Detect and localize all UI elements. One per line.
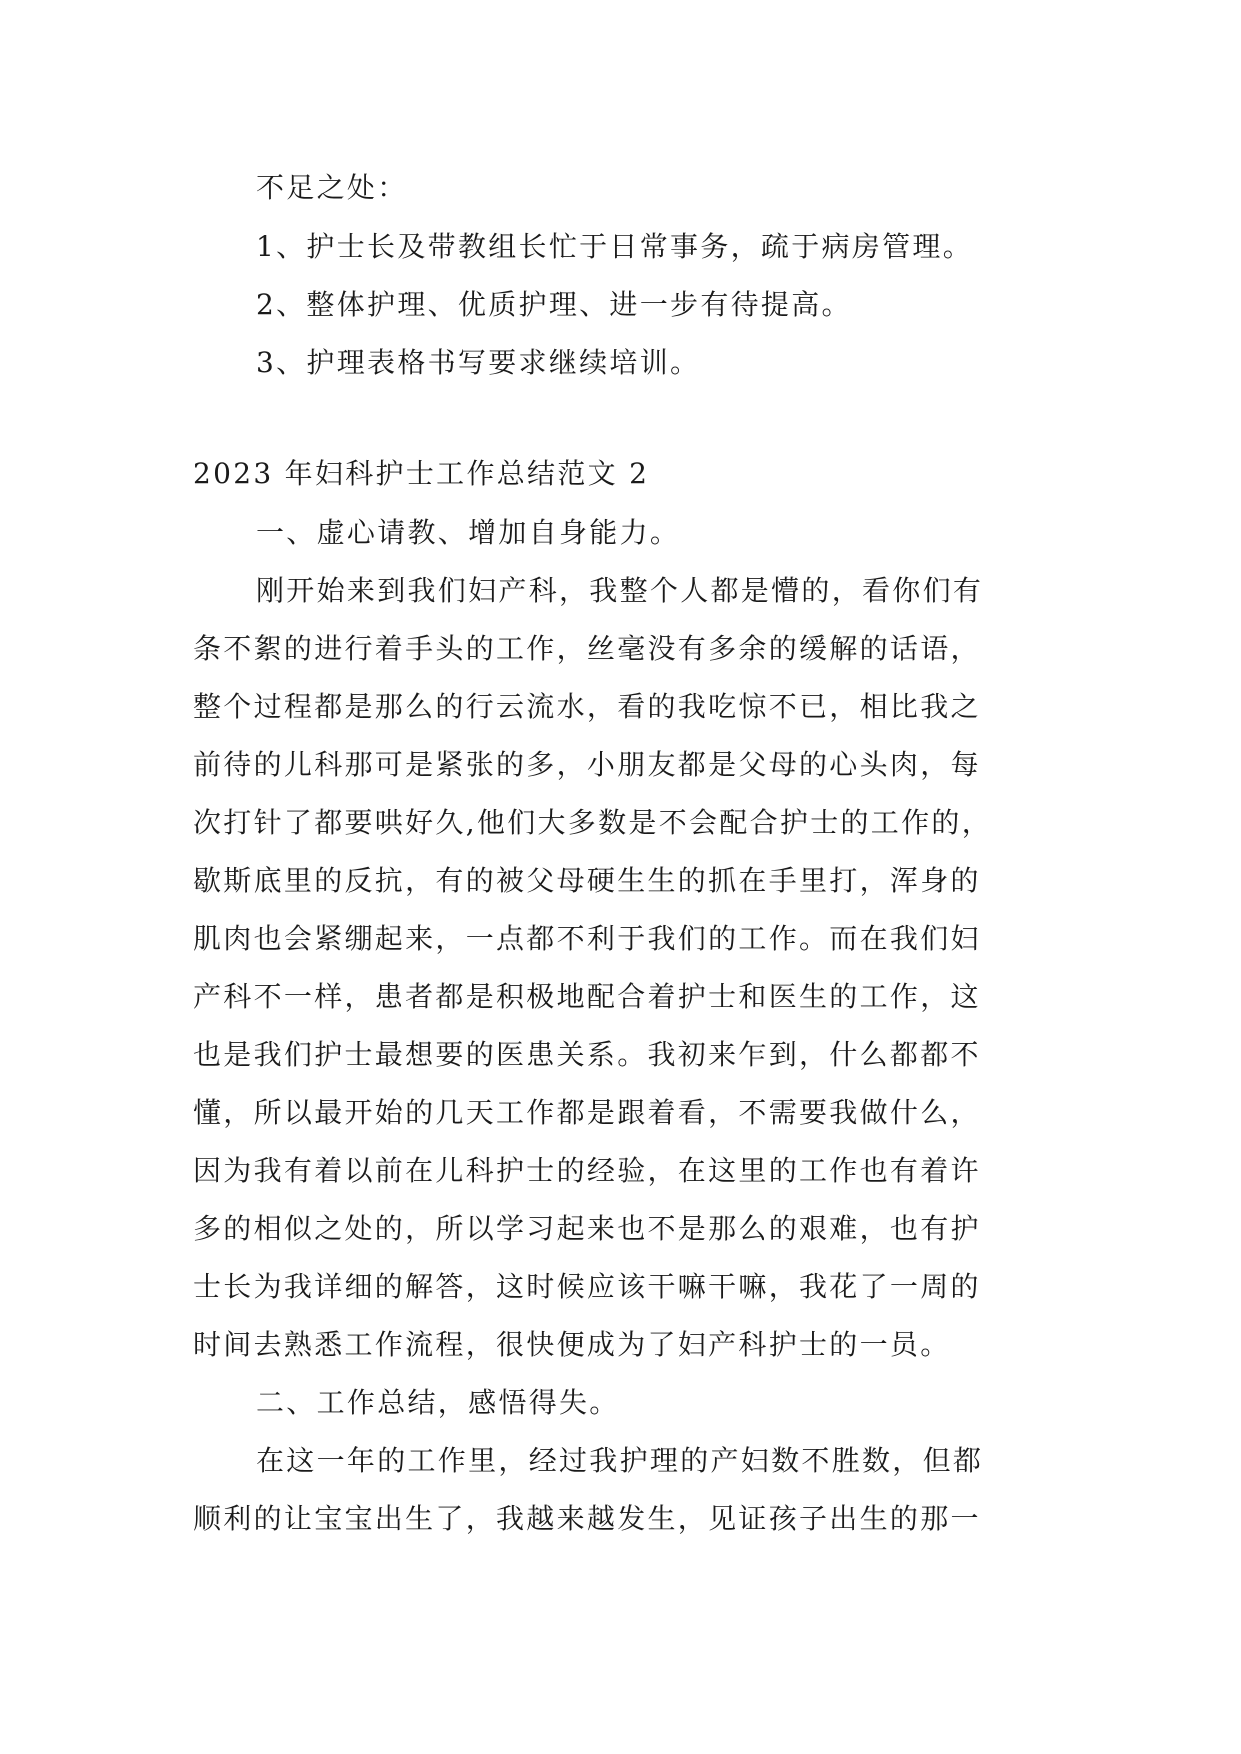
shortcoming-item-1: 1、护士长及带教组长忙于日常事务，疏于病房管理。 (256, 230, 974, 263)
article-title: 2023 年妇科护士工作总结范文 2 (193, 457, 650, 490)
part-two-heading: 二、工作总结，感悟得失。 (256, 1386, 620, 1419)
paragraph-line: 条不絮的进行着手头的工作，丝毫没有多余的缓解的话语， (193, 632, 981, 665)
paragraph-line: 因为我有着以前在儿科护士的经验，在这里的工作也有着许 (193, 1154, 981, 1187)
paragraph-line: 肌肉也会紧绷起来，一点都不利于我们的工作。而在我们妇 (193, 922, 981, 955)
paragraph-line: 产科不一样，患者都是积极地配合着护士和医生的工作，这 (193, 980, 981, 1013)
paragraph-line: 多的相似之处的，所以学习起来也不是那么的艰难，也有护 (193, 1212, 981, 1245)
paragraph-line: 也是我们护士最想要的医患关系。我初来乍到，什么都都不 (193, 1038, 981, 1071)
shortcoming-item-3: 3、护理表格书写要求继续培训。 (256, 346, 701, 379)
paragraph-line: 士长为我详细的解答，这时候应该干嘛干嘛，我花了一周的 (193, 1270, 981, 1303)
paragraph-line: 懂，所以最开始的几天工作都是跟着看，不需要我做什么， (193, 1096, 981, 1129)
paragraph-line: 次打针了都要哄好久,他们大多数是不会配合护士的工作的， (193, 806, 993, 839)
shortcomings-heading: 不足之处： (256, 171, 408, 204)
paragraph-line: 在这一年的工作里，经过我护理的产妇数不胜数，但都 (256, 1444, 984, 1477)
part-one-heading: 一、虚心请教、增加自身能力。 (256, 516, 681, 549)
paragraph-line: 刚开始来到我们妇产科，我整个人都是懵的，看你们有 (256, 574, 984, 607)
shortcoming-item-2: 2、整体护理、优质护理、进一步有待提高。 (256, 288, 852, 321)
paragraph-line: 顺利的让宝宝出生了，我越来越发生，见证孩子出生的那一 (193, 1502, 981, 1535)
paragraph-line: 整个过程都是那么的行云流水，看的我吃惊不已，相比我之 (193, 690, 981, 723)
paragraph-line: 歇斯底里的反抗，有的被父母硬生生的抓在手里打，浑身的 (193, 864, 981, 897)
paragraph-line: 前待的儿科那可是紧张的多，小朋友都是父母的心头肉，每 (193, 748, 981, 781)
paragraph-line: 时间去熟悉工作流程，很快便成为了妇产科护士的一员。 (193, 1328, 951, 1361)
